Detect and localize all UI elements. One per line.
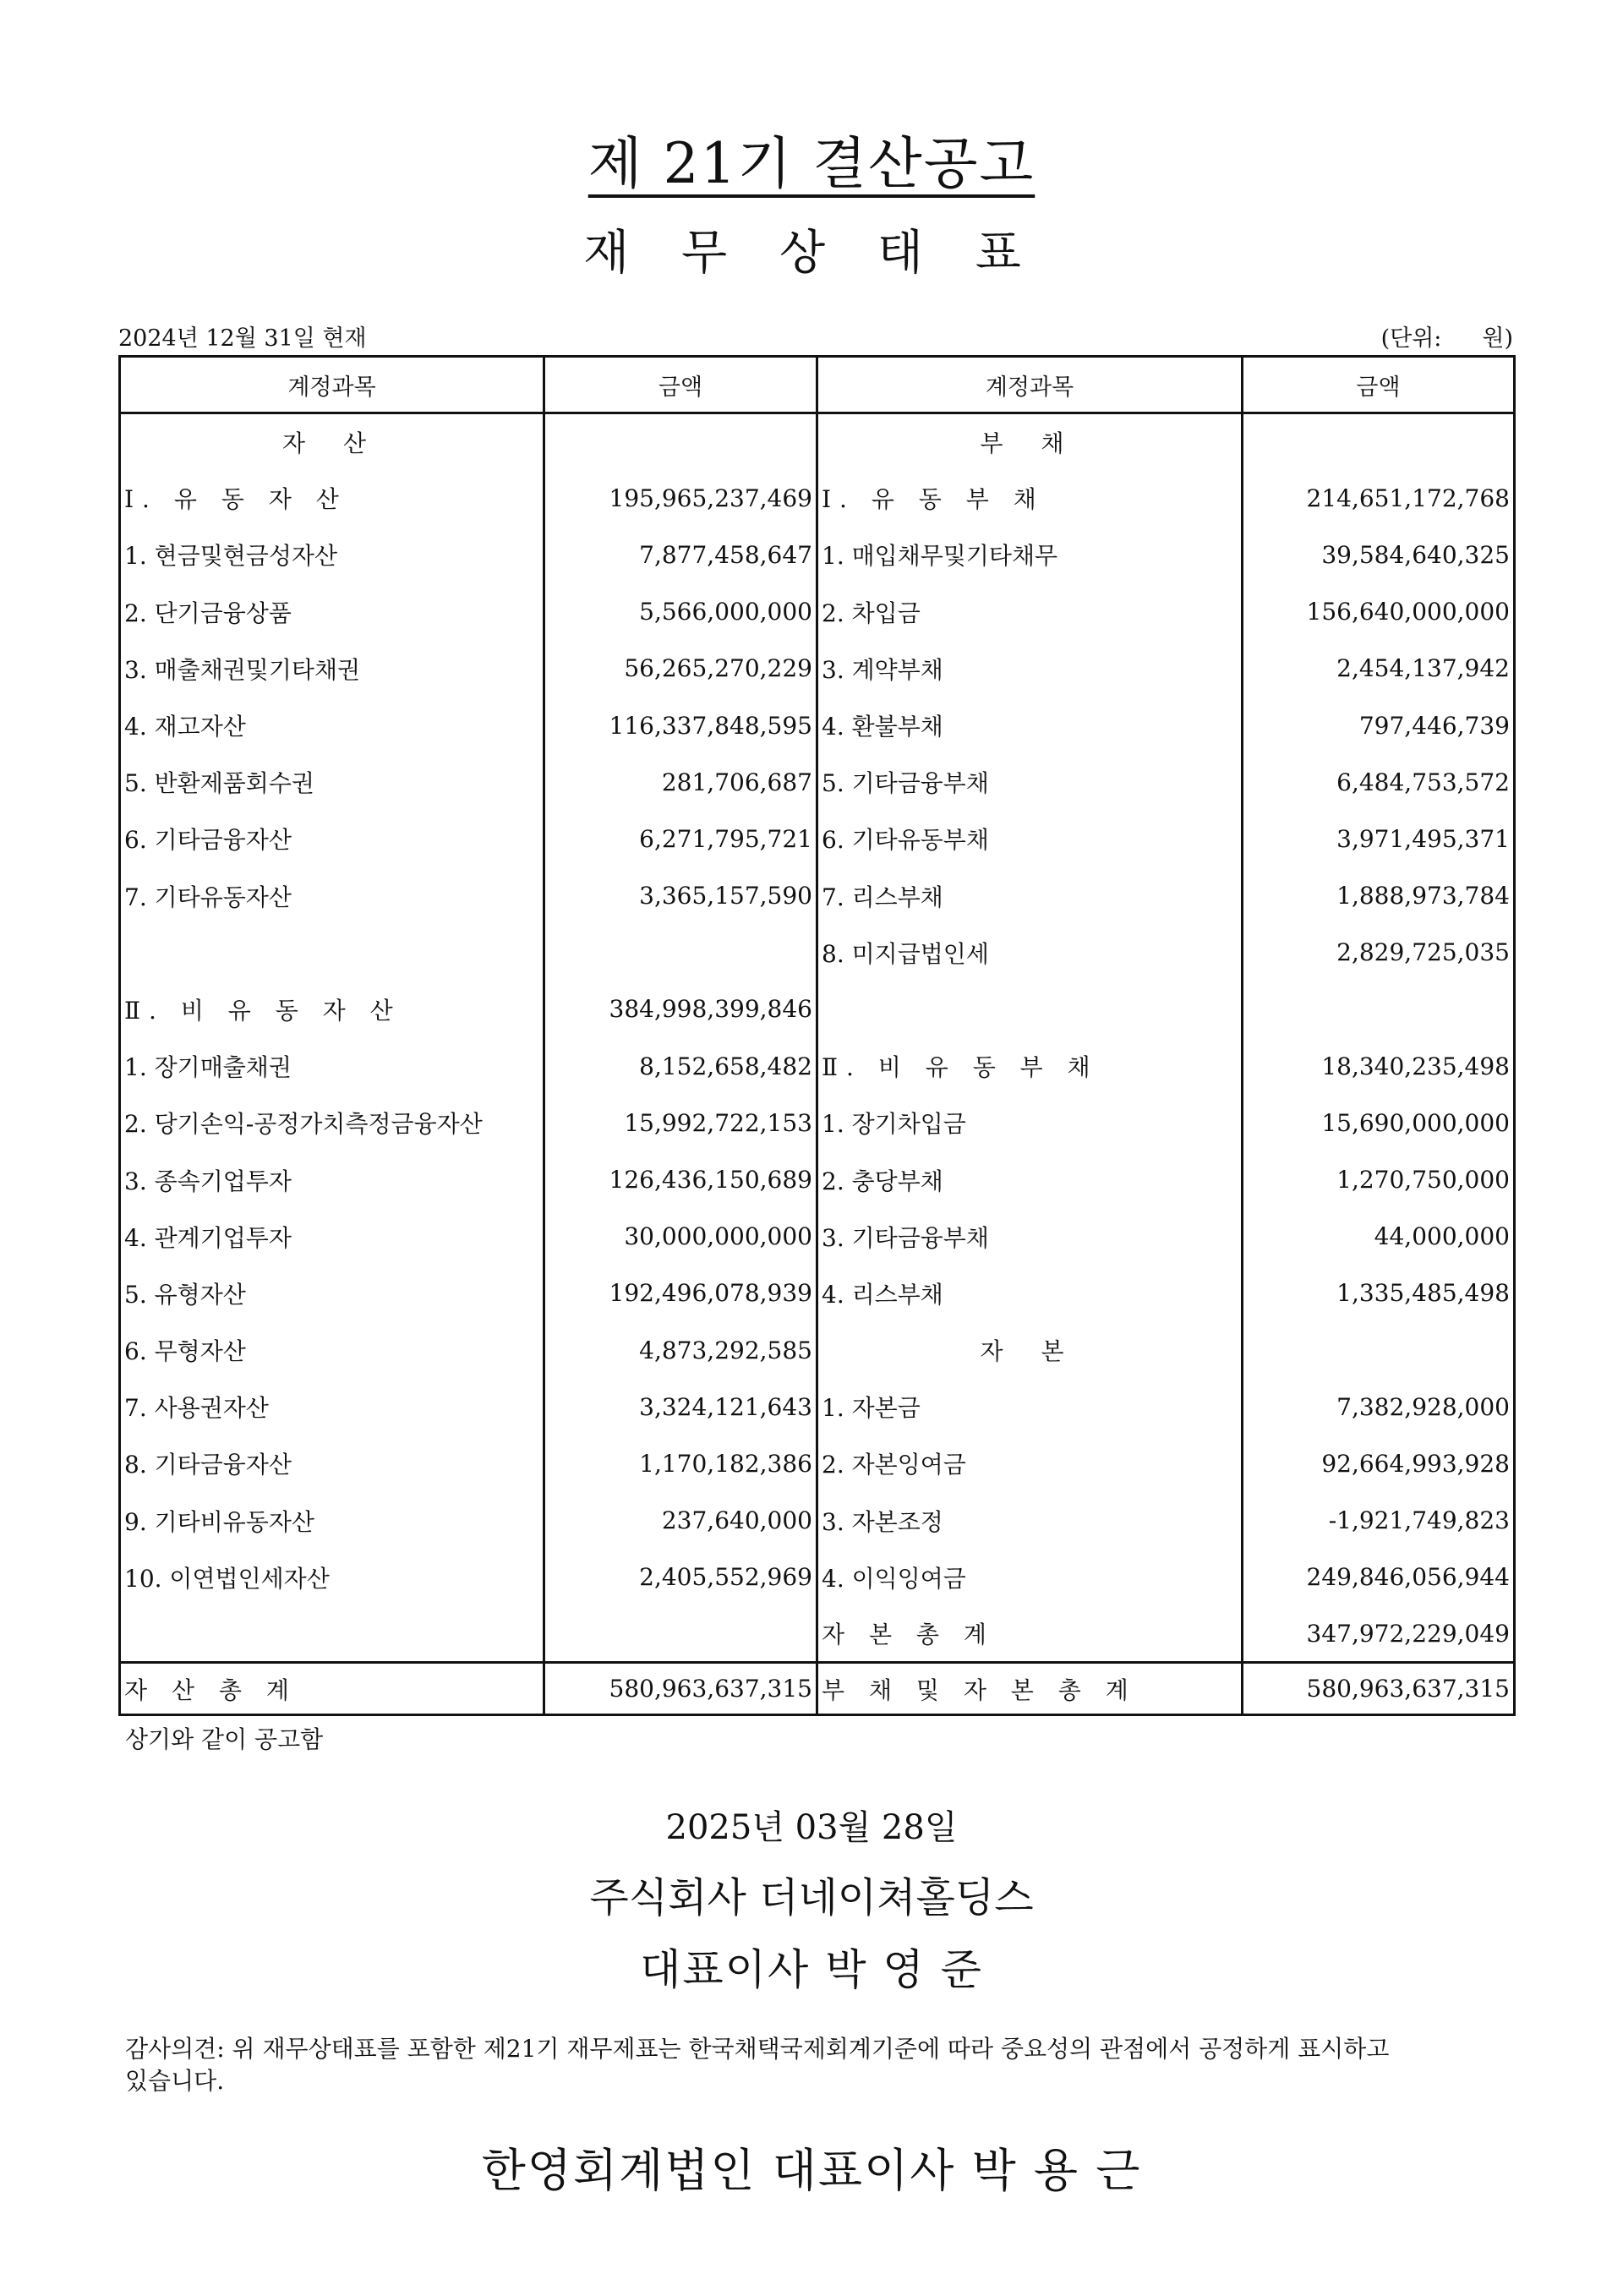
right-account	[817, 981, 1243, 1037]
right-amount: 2,454,137,942	[1243, 640, 1515, 697]
right-account: 2. 차입금	[817, 583, 1243, 640]
left-amount: 30,000,000,000	[544, 1208, 817, 1265]
table-row	[120, 811, 1515, 867]
left-amount: 1,170,182,386	[544, 1435, 817, 1492]
left-account: 5. 반환제품회수권	[120, 754, 544, 811]
table-row	[120, 1095, 1515, 1151]
right-amount: 1,888,973,784	[1243, 867, 1515, 924]
right-account: Ⅰ. 유 동 부 채	[817, 470, 1243, 527]
right-account: 4. 이익잉여금	[817, 1549, 1243, 1605]
right-amount: 347,972,229,049	[1243, 1605, 1515, 1662]
right-account: 3. 자본조정	[817, 1492, 1243, 1549]
left-account: 3. 매출채권및기타채권	[120, 640, 544, 697]
right-amount: -1,921,749,823	[1243, 1492, 1515, 1549]
section-equity: 자 본	[817, 1322, 1243, 1379]
table-row	[120, 1379, 1515, 1435]
right-amount: 2,829,725,035	[1243, 924, 1515, 981]
left-amount: 6,271,795,721	[544, 811, 817, 867]
left-account: 7. 사용권자산	[120, 1379, 544, 1435]
table-row	[120, 924, 1515, 981]
right-amount: 39,584,640,325	[1243, 527, 1515, 583]
left-account	[120, 924, 544, 981]
left-amount: 384,998,399,846	[544, 981, 817, 1037]
section-assets: 자 산	[120, 413, 544, 470]
left-amount: 237,640,000	[544, 1492, 817, 1549]
total-le-amount: 580,963,637,315	[1243, 1663, 1515, 1715]
total-assets-amount: 580,963,637,315	[544, 1663, 817, 1715]
right-account: 2. 자본잉여금	[817, 1435, 1243, 1492]
left-amount: 116,337,848,595	[544, 697, 817, 753]
left-amount: 192,496,078,939	[544, 1265, 817, 1321]
right-account: 5. 기타금융부채	[817, 754, 1243, 811]
right-account: 7. 리스부채	[817, 867, 1243, 924]
left-account: 6. 기타금융자산	[120, 811, 544, 867]
left-amount: 3,324,121,643	[544, 1379, 817, 1435]
table-header	[120, 357, 1515, 413]
right-account: Ⅱ. 비 유 동 부 채	[817, 1038, 1243, 1095]
right-amount: 6,484,753,572	[1243, 754, 1515, 811]
right-amount: 156,640,000,000	[1243, 583, 1515, 640]
totals-row	[120, 1663, 1515, 1715]
table-row	[120, 1265, 1515, 1321]
left-amount: 126,436,150,689	[544, 1151, 817, 1208]
table-row	[120, 1038, 1515, 1095]
left-amount: 15,992,722,153	[544, 1095, 817, 1151]
left-amount: 281,706,687	[544, 754, 817, 811]
header-account-right: 계정과목	[817, 357, 1243, 413]
table-row	[120, 1322, 1515, 1379]
right-amount	[1243, 1322, 1515, 1379]
right-amount: 3,971,495,371	[1243, 811, 1515, 867]
left-amount: 56,265,270,229	[544, 640, 817, 697]
right-account: 6. 기타유동부채	[817, 811, 1243, 867]
right-amount: 92,664,993,928	[1243, 1435, 1515, 1492]
right-amount	[1243, 981, 1515, 1037]
left-amount: 5,566,000,000	[544, 583, 817, 640]
left-amount: 2,405,552,969	[544, 1549, 817, 1605]
left-account: 4. 관계기업투자	[120, 1208, 544, 1265]
table-row	[120, 583, 1515, 640]
right-amount: 797,446,739	[1243, 697, 1515, 753]
left-account: 1. 장기매출채권	[120, 1038, 544, 1095]
announce-date: 2025년 03월 28일	[665, 1808, 958, 1847]
section-liabilities: 부 채	[817, 413, 1243, 470]
header-account-left: 계정과목	[120, 357, 544, 413]
as-of-date: 2024년 12월 31일 현재	[118, 325, 367, 352]
right-amount: 7,382,928,000	[1243, 1379, 1515, 1435]
right-account: 3. 기타금융부채	[817, 1208, 1243, 1265]
right-account: 1. 장기차입금	[817, 1095, 1243, 1151]
table-row	[120, 527, 1515, 583]
right-account: 2. 충당부채	[817, 1151, 1243, 1208]
right-amount: 44,000,000	[1243, 1208, 1515, 1265]
company-name: 주식회사 더네이쳐홀딩스	[589, 1874, 1034, 1922]
right-account: 3. 계약부채	[817, 640, 1243, 697]
audit-opinion: 감사의견: 위 재무상태표를 포함한 제21기 재무제표는 한국채택국제회계기준에 따라 중요성의 관점에서 공정하게 표시하고 있습니다.	[125, 2035, 1390, 2095]
table-row	[120, 754, 1515, 811]
notice-text: 상기와 같이 공고함	[125, 1725, 324, 1753]
header-amount-right: 금액	[1243, 357, 1515, 413]
table-row	[120, 640, 1515, 697]
right-amount: 18,340,235,498	[1243, 1038, 1515, 1095]
right-account: 1. 자본금	[817, 1379, 1243, 1435]
left-amount: 3,365,157,590	[544, 867, 817, 924]
right-amount: 1,335,485,498	[1243, 1265, 1515, 1321]
left-amount: 7,877,458,647	[544, 527, 817, 583]
left-account: 10. 이연법인세자산	[120, 1549, 544, 1605]
left-account: 8. 기타금융자산	[120, 1435, 544, 1492]
table-row	[120, 1435, 1515, 1492]
left-account: 2. 단기금융상품	[120, 583, 544, 640]
right-amount: 15,690,000,000	[1243, 1095, 1515, 1151]
left-amount	[544, 1605, 817, 1662]
left-account: Ⅱ. 비 유 동 자 산	[120, 981, 544, 1037]
right-account: 8. 미지급법인세	[817, 924, 1243, 981]
balance-sheet-table	[118, 355, 1516, 1716]
total-le-label: 부 채 및 자 본 총 계	[817, 1663, 1243, 1715]
table-row	[120, 697, 1515, 753]
right-account: 4. 환불부채	[817, 697, 1243, 753]
left-account: 7. 기타유동자산	[120, 867, 544, 924]
table-row	[120, 1492, 1515, 1549]
unit-label: (단위: 원)	[1380, 325, 1513, 352]
table-row	[120, 1549, 1515, 1605]
right-amount: 249,846,056,944	[1243, 1549, 1515, 1605]
left-account: 4. 재고자산	[120, 697, 544, 753]
left-account: Ⅰ. 유 동 자 산	[120, 470, 544, 527]
right-amount: 214,651,172,768	[1243, 470, 1515, 527]
table-row	[120, 981, 1515, 1037]
left-account: 5. 유형자산	[120, 1265, 544, 1321]
left-account: 6. 무형자산	[120, 1322, 544, 1379]
auditor-name: 한영회계법인 대표이사 박 용 근	[481, 2144, 1142, 2197]
left-account	[120, 1605, 544, 1662]
left-account: 1. 현금및현금성자산	[120, 527, 544, 583]
table-row	[120, 867, 1515, 924]
table-row	[120, 1605, 1515, 1662]
table-row	[120, 470, 1515, 527]
right-amount: 1,270,750,000	[1243, 1151, 1515, 1208]
right-account: 4. 리스부채	[817, 1265, 1243, 1321]
right-account: 1. 매입채무및기타채무	[817, 527, 1243, 583]
left-amount	[544, 924, 817, 981]
statement-title: 재 무 상 태 표	[583, 226, 1040, 281]
left-amount: 4,873,292,585	[544, 1322, 817, 1379]
table-row	[120, 1151, 1515, 1208]
left-account: 9. 기타비유동자산	[120, 1492, 544, 1549]
left-amount: 195,965,237,469	[544, 470, 817, 527]
table-row	[120, 1208, 1515, 1265]
left-account: 3. 종속기업투자	[120, 1151, 544, 1208]
left-amount: 8,152,658,482	[544, 1038, 817, 1095]
header-amount-left: 금액	[544, 357, 817, 413]
page-title: 제 21기 결산공고	[587, 131, 1036, 196]
left-account: 2. 당기손익-공정가치측정금융자산	[120, 1095, 544, 1151]
total-assets-label: 자 산 총 계	[120, 1663, 544, 1715]
ceo-name: 대표이사 박 영 준	[640, 1945, 983, 1994]
table-row	[120, 413, 1515, 470]
right-account: 자 본 총 계	[817, 1605, 1243, 1662]
